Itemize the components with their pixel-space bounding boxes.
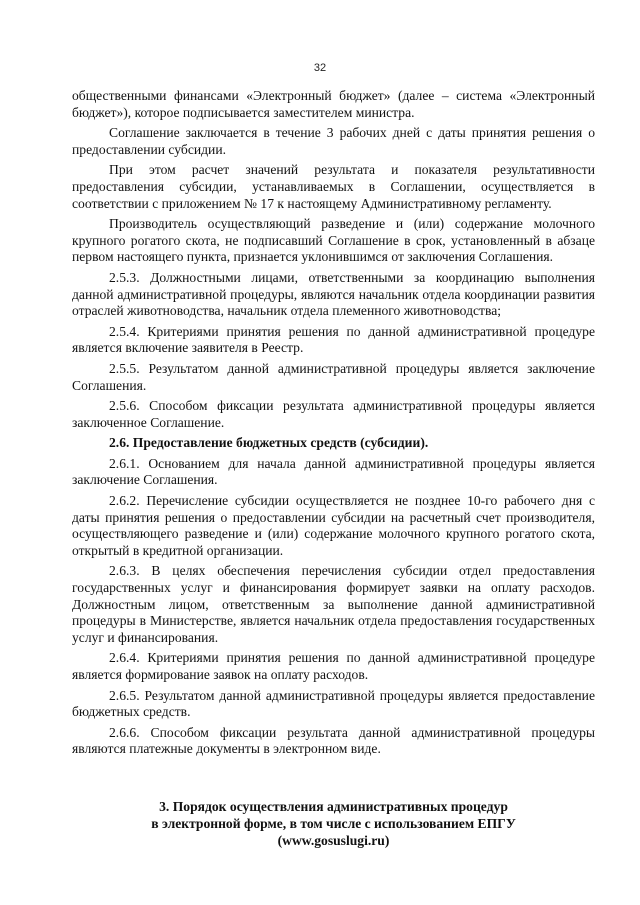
paragraph: Соглашение заключается в течение 3 рабочих дней с даты принятия решения о предоставлении субсидии. [72, 125, 595, 157]
paragraph: При этом расчет значений результата и показателя результативности предоставления субсидии, устанавливаемых в Соглашении, осуществляется в соответствии с приложением № 17 к настоящему Административному регламенту. [72, 162, 595, 211]
paragraph: 2.5.5. Результатом данной административной процедуры является заключение Соглашения. [72, 360, 595, 393]
section-heading [72, 798, 595, 849]
paragraph: Производитель осуществляющий разведение и (или) содержание молочного крупного рогатого скота, не подписавший Соглашение в срок, установленный в абзаце первом настоящего пункта, признается уклонившимся от заключения Соглашения. [72, 216, 595, 265]
section-heading-line: 3. Порядок осуществления административных процедур [159, 799, 508, 814]
paragraph: 2.5.4. Критериями принятия решения по данной административной процедуре является включение заявителя в Реестр. [72, 323, 595, 356]
paragraph: 2.6.4. Критериями принятия решения по данной административной процедуре является формирование заявок на оплату расходов. [72, 650, 595, 682]
body-text [72, 88, 595, 762]
section-heading-line: (www.gosuslugi.ru) [277, 833, 390, 848]
paragraph: 2.6.1. Основанием для начала данной административной процедуры является заключение Соглашения. [72, 455, 595, 488]
paragraph: 2.6.3. В целях обеспечения перечисления субсидии отдел предоставления государственных услуг и финансирования формирует заявки на оплату расходов. Должностным лицом, ответственным за выполнение данной административной процедуры в Министерстве, является начальник отдела предоставления государственных услуг и финансирования. [72, 563, 595, 645]
paragraph: 2.6.5. Результатом данной административной процедуры является предоставление бюджетных средств. [72, 687, 595, 720]
paragraph: 2.5.6. Способом фиксации результата административной процедуры является заключенное Соглашение. [72, 398, 595, 430]
paragraph: 2.6.6. Способом фиксации результата данной административной процедуры являются платежные документы в электронном виде. [72, 724, 595, 757]
paragraph: общественными финансами «Электронный бюджет» (далее – система «Электронный бюджет»), которое подписывается заместителем министра. [72, 88, 595, 120]
section-heading-line: в электронной форме, в том числе с использованием ЕПГУ [151, 816, 516, 831]
paragraph: 2.6.2. Перечисление субсидии осуществляется не позднее 10-го рабочего дня с даты принятия решения о предоставлении субсидии на расчетный счет производителя, осуществляющего разведение и (или) содержание молочного крупного рогатого скота, открытый в кредитной организации. [72, 493, 595, 558]
paragraph: 2.5.3. Должностными лицами, ответственными за координацию выполнения данной административной процедуры, являются начальник отдела координации развития отраслей животноводства, начальник отдела племенного животноводства; [72, 269, 595, 319]
subsection-heading: 2.6. Предоставление бюджетных средств (субсидии). [109, 435, 429, 451]
page-number: 32 [313, 62, 327, 74]
